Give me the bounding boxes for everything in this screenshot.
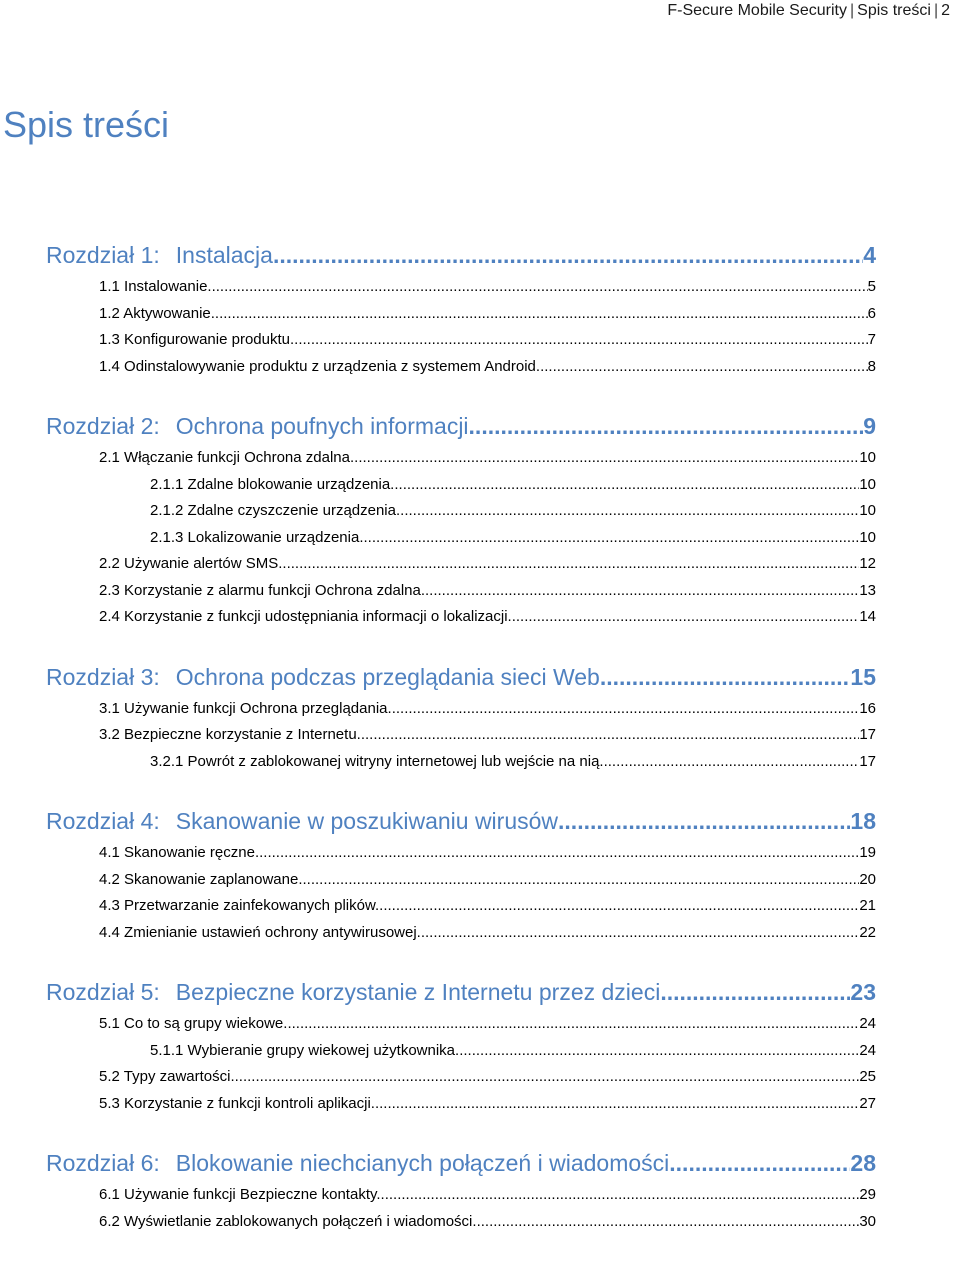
section-title: Odinstalowywanie produktu z urządzenia z systemem Android. [124, 357, 541, 375]
chapter-label: Rozdział 4: [46, 808, 160, 834]
toc-section-link[interactable] [46, 1209, 876, 1236]
chapter-label: Rozdział 5: [46, 979, 160, 1005]
section-heading [99, 274, 212, 301]
section-title: Skanowanie zaplanowane. [124, 870, 303, 888]
section-title: Korzystanie z funkcji kontroli aplikacji. [124, 1094, 375, 1112]
section-number: 1.4 [99, 357, 120, 375]
chapter-label: Rozdział 2: [46, 413, 160, 439]
dot-leader [477, 1209, 860, 1236]
chapter-block [46, 236, 876, 380]
section-page-number: 21 [859, 897, 876, 914]
dot-leader [421, 920, 859, 947]
dot-leader [282, 551, 859, 578]
section-number: 3.2.1 [150, 752, 184, 770]
section-page-number: 5 [867, 278, 876, 295]
section-title: Co to są grupy wiekowe. [124, 1015, 288, 1032]
table-of-contents [46, 236, 876, 1235]
section-title: Włączanie funkcji Ochrona zdalna. [124, 449, 355, 466]
section-page-number: 24 [859, 1015, 876, 1032]
section-title: Wybieranie grupy wiekowej użytkownika. [187, 1041, 460, 1059]
section-number: 1.2 [99, 304, 120, 322]
toc-section-link[interactable] [46, 354, 876, 381]
toc-section-link[interactable] [46, 274, 876, 301]
section-page-number: 27 [859, 1094, 876, 1112]
section-title: Przetwarzanie zainfekowanych plików. [124, 897, 380, 914]
dot-leader [375, 1091, 859, 1118]
chapter-title: Blokowanie niechcianych połączeń i wiadomości [175, 1150, 670, 1176]
section-heading [99, 551, 282, 578]
section-title: Wyświetlanie zablokowanych połączeń i wiadomości. [124, 1212, 477, 1230]
section-title: Aktywowanie. [123, 304, 215, 322]
section-heading [99, 1182, 381, 1209]
section-page-number: 17 [859, 752, 876, 770]
toc-section-link[interactable] [46, 1182, 876, 1209]
section-title: Bezpieczne korzystanie z Internetu. [124, 726, 361, 743]
dot-leader [512, 604, 860, 631]
chapter-label: Rozdział 1: [46, 242, 160, 268]
toc-section-link[interactable] [46, 893, 876, 920]
section-number: 6.2 [99, 1212, 120, 1230]
chapter-page-number: 9 [863, 413, 876, 439]
section-number: 4.4 [99, 923, 120, 941]
dot-leader [287, 1011, 859, 1038]
chapter-title: Instalacja [175, 242, 273, 268]
dot-leader [259, 840, 859, 867]
chapter-page-number: 28 [850, 1150, 876, 1176]
dot-leader [604, 749, 860, 776]
section-title: Używanie alertów SMS. [124, 555, 283, 572]
dot-leader [215, 301, 868, 328]
dot-leader [212, 274, 868, 301]
section-number: 1.1 [99, 278, 120, 295]
chapter-title: Ochrona podczas przeglądania sieci Web [175, 663, 600, 690]
chapter-heading [46, 236, 273, 274]
section-heading [150, 749, 604, 776]
chapter-page-number: 23 [850, 979, 876, 1005]
section-heading [99, 1011, 287, 1038]
section-heading [150, 498, 400, 525]
section-title: Lokalizowanie urządzenia. [187, 528, 364, 546]
chapter-heading [46, 802, 558, 840]
section-title: Używanie funkcji Ochrona przeglądania. [124, 699, 392, 717]
dot-leader [273, 236, 863, 274]
section-page-number: 13 [859, 581, 876, 599]
running-header: F-Secure Mobile Security | Spis treści | 2 [667, 2, 950, 19]
section-number: 6.1 [99, 1186, 120, 1203]
toc-chapter-link[interactable] [46, 1144, 876, 1182]
dot-leader [600, 658, 851, 696]
page-title: Spis treści [3, 104, 170, 145]
dot-leader [400, 498, 859, 525]
chapter-label: Rozdział 6: [46, 1150, 160, 1176]
section-heading [99, 604, 512, 631]
section-title: Zdalne blokowanie urządzenia. [187, 475, 395, 493]
toc-section-link[interactable] [46, 722, 876, 749]
section-page-number: 14 [859, 608, 876, 625]
header-page-number: 2 [941, 2, 950, 19]
chapter-block [46, 658, 876, 776]
toc-section-link[interactable] [46, 867, 876, 894]
section-number: 2.1.2 [150, 502, 184, 519]
chapter-title: Skanowanie w poszukiwaniu wirusów [175, 808, 559, 834]
section-page-number: 6 [867, 304, 876, 322]
toc-section-link[interactable] [46, 578, 876, 605]
section-title: Korzystanie z funkcji udostępniania informacji o lokalizacji. [124, 608, 512, 625]
dot-leader [540, 354, 868, 381]
section-heading [99, 722, 361, 749]
dot-leader [235, 1064, 860, 1091]
section-page-number: 19 [859, 844, 876, 861]
chapter-page-number: 4 [863, 242, 876, 268]
section-number: 5.1 [99, 1015, 120, 1032]
chapter-heading [46, 973, 660, 1011]
section-number: 4.3 [99, 897, 120, 914]
dot-leader [669, 1144, 850, 1182]
toc-chapter-link[interactable] [46, 407, 876, 445]
chapter-page-number: 15 [850, 663, 876, 690]
chapter-title: Bezpieczne korzystanie z Internetu przez dzieci [175, 979, 661, 1005]
section-number: 2.1 [99, 449, 120, 466]
header-section: Spis treści [857, 2, 931, 19]
toc-chapter-link[interactable] [46, 658, 876, 696]
chapter-block [46, 802, 876, 946]
section-page-number: 29 [859, 1186, 876, 1203]
section-number: 4.2 [99, 870, 120, 888]
section-number: 3.1 [99, 699, 120, 717]
chapter-heading [46, 1144, 669, 1182]
dot-leader [379, 893, 859, 920]
section-page-number: 10 [859, 475, 876, 493]
toc-subsection-link[interactable] [46, 525, 876, 552]
toc-subsection-link[interactable] [46, 749, 876, 776]
toc-chapter-link[interactable] [46, 973, 876, 1011]
toc-chapter-link[interactable] [46, 236, 876, 274]
section-page-number: 22 [859, 923, 876, 941]
section-number: 3.2 [99, 726, 120, 743]
toc-subsection-link[interactable] [46, 472, 876, 499]
section-title: Używanie funkcji Bezpieczne kontakty. [124, 1186, 381, 1203]
section-number: 2.1.3 [150, 528, 184, 546]
section-number: 2.3 [99, 581, 120, 599]
section-number: 2.2 [99, 555, 120, 572]
dot-leader [361, 722, 859, 749]
toc-section-link[interactable] [46, 604, 876, 631]
section-page-number: 12 [859, 555, 876, 572]
toc-section-link[interactable] [46, 551, 876, 578]
section-heading [99, 867, 303, 894]
section-number: 5.3 [99, 1094, 120, 1112]
dot-leader [394, 472, 859, 499]
section-heading [99, 1209, 477, 1236]
chapter-heading [46, 407, 469, 445]
section-title: Zmienianie ustawień ochrony antywirusowej. [124, 923, 421, 941]
section-page-number: 25 [859, 1068, 876, 1085]
section-number: 2.4 [99, 608, 120, 625]
section-number: 2.1.1 [150, 475, 184, 493]
section-title: Skanowanie ręczne. [124, 844, 260, 861]
chapter-page-number: 18 [850, 808, 876, 834]
section-heading [99, 578, 425, 605]
chapter-block [46, 1144, 876, 1235]
section-title: Powrót z zablokowanej witryny internetowej lub wejście na nią. [187, 752, 604, 770]
toc-section-link[interactable] [46, 445, 876, 472]
section-title: Zdalne czyszczenie urządzenia. [187, 502, 401, 519]
section-heading [99, 327, 294, 354]
dot-leader [469, 407, 864, 445]
section-number: 4.1 [99, 844, 120, 861]
section-heading [150, 525, 364, 552]
section-page-number: 30 [859, 1212, 876, 1230]
section-page-number: 20 [859, 870, 876, 888]
section-heading [99, 301, 215, 328]
chapter-title: Ochrona poufnych informacji [175, 413, 469, 439]
section-title: Typy zawartości. [123, 1068, 235, 1085]
dot-leader [459, 1038, 859, 1065]
section-heading [99, 1091, 375, 1118]
section-page-number: 17 [859, 726, 876, 743]
toc-section-link[interactable] [46, 327, 876, 354]
toc-section-link[interactable] [46, 1064, 876, 1091]
section-page-number: 8 [867, 357, 876, 375]
toc-subsection-link[interactable] [46, 498, 876, 525]
section-heading [150, 472, 394, 499]
toc-section-link[interactable] [46, 696, 876, 723]
toc-section-link[interactable] [46, 1011, 876, 1038]
toc-section-link[interactable] [46, 920, 876, 947]
dot-leader [294, 327, 868, 354]
toc-subsection-link[interactable] [46, 1038, 876, 1065]
dot-leader [381, 1182, 860, 1209]
chapter-block [46, 407, 876, 631]
section-heading [99, 920, 421, 947]
section-heading [99, 893, 379, 920]
chapter-label: Rozdział 3: [46, 663, 160, 690]
section-title: Konfigurowanie produktu. [124, 331, 295, 348]
section-heading [99, 840, 259, 867]
header-product: F-Secure Mobile Security [667, 2, 847, 19]
toc-chapter-link[interactable] [46, 802, 876, 840]
section-page-number: 10 [859, 449, 876, 466]
dot-leader [364, 525, 860, 552]
chapter-heading [46, 658, 600, 696]
section-number: 1.3 [99, 331, 120, 348]
dot-leader [425, 578, 859, 605]
section-heading [99, 354, 540, 381]
dot-leader [558, 802, 850, 840]
section-page-number: 16 [859, 699, 876, 717]
section-title: Korzystanie z alarmu funkcji Ochrona zdalna. [124, 581, 426, 599]
toc-section-link[interactable] [46, 840, 876, 867]
dot-leader [660, 973, 850, 1011]
section-number: 5.2 [99, 1068, 120, 1085]
section-heading [150, 1038, 459, 1065]
toc-section-link[interactable] [46, 301, 876, 328]
section-title: Instalowanie. [124, 278, 212, 295]
dot-leader [354, 445, 859, 472]
section-heading [99, 696, 392, 723]
section-heading [99, 445, 354, 472]
section-page-number: 10 [859, 528, 876, 546]
dot-leader [392, 696, 860, 723]
section-page-number: 7 [867, 331, 876, 348]
toc-section-link[interactable] [46, 1091, 876, 1118]
chapter-block [46, 973, 876, 1117]
section-page-number: 10 [859, 502, 876, 519]
section-page-number: 24 [859, 1041, 876, 1059]
section-number: 5.1.1 [150, 1041, 184, 1059]
section-heading [99, 1064, 235, 1091]
dot-leader [303, 867, 860, 894]
